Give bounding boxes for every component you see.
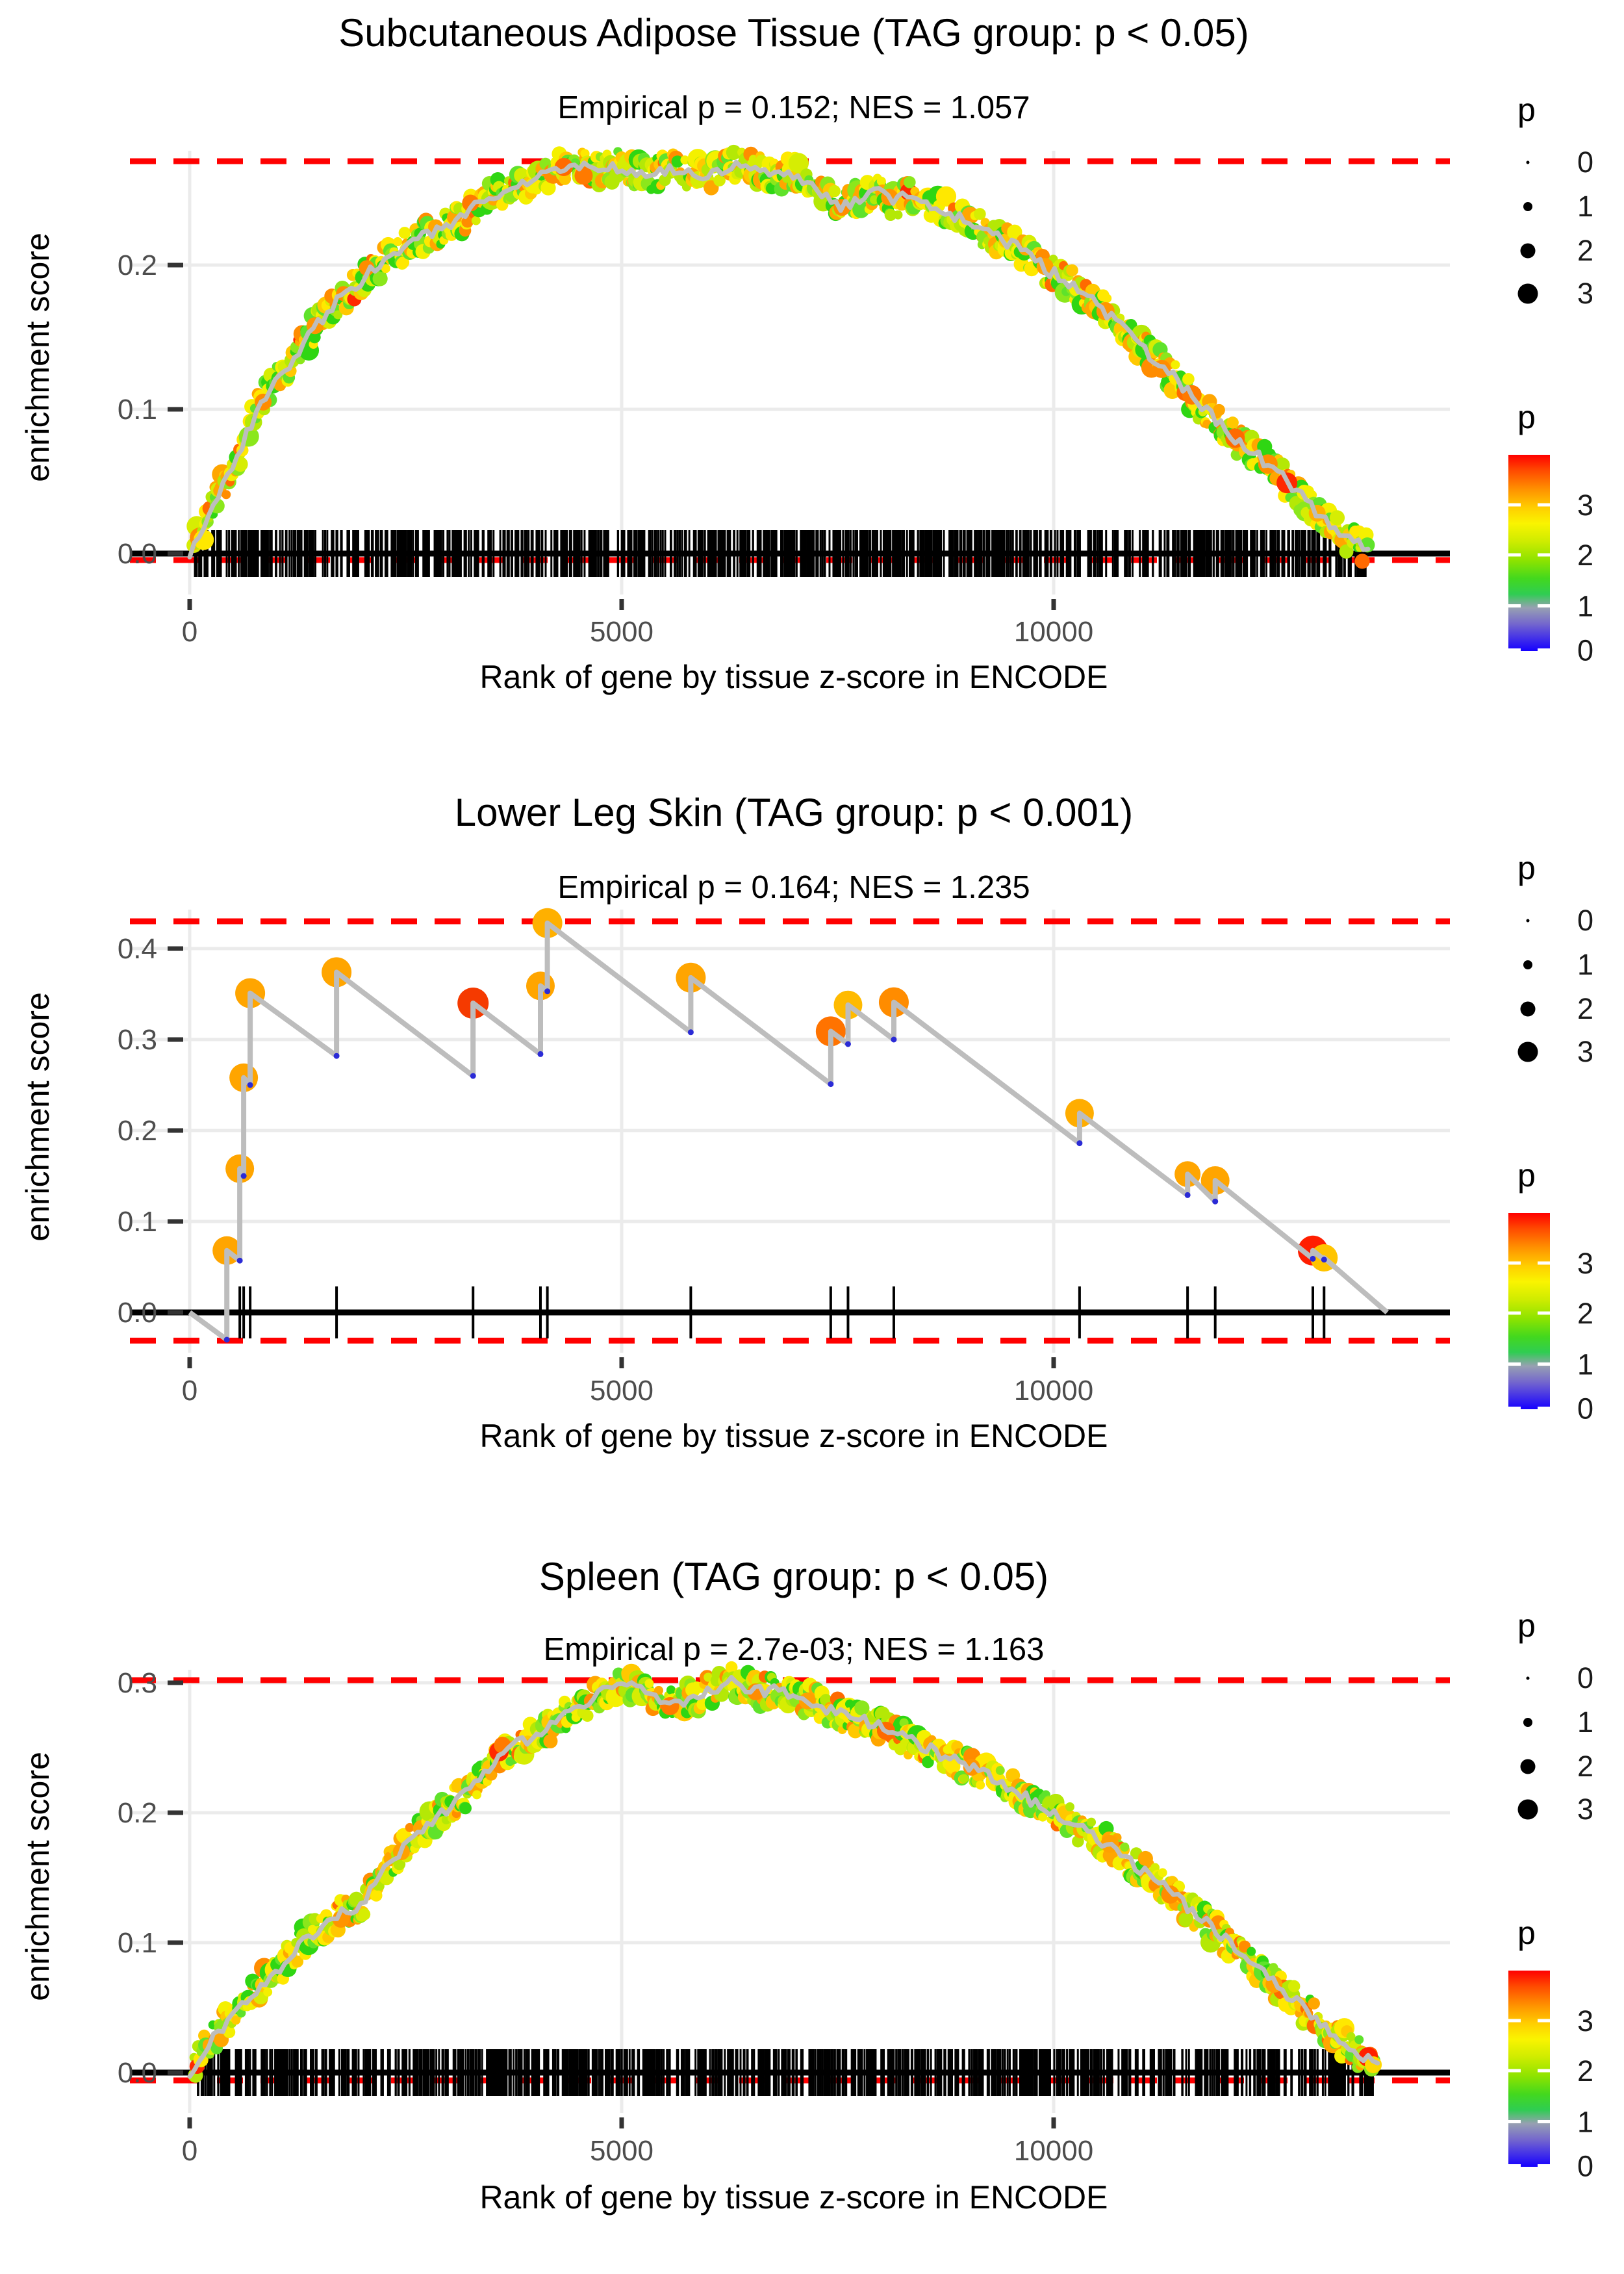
es-dot: [1171, 360, 1180, 369]
x-tick-label: 5000: [590, 1375, 653, 1407]
es-dot: [222, 490, 231, 499]
size-legend-label: 2: [1577, 992, 1594, 1025]
es-dot: [877, 177, 886, 186]
y-axis-title: enrichment score: [19, 233, 56, 482]
es-dot: [1158, 1868, 1167, 1877]
y-axis-title: enrichment score: [19, 1752, 56, 2001]
es-dot: [1330, 510, 1345, 525]
es-dot: [1354, 2035, 1364, 2044]
x-tick-label: 10000: [1013, 616, 1094, 648]
color-legend-bar: [1508, 455, 1550, 651]
es-dot: [1182, 373, 1195, 385]
x-tick-label: 5000: [590, 2135, 653, 2167]
size-legend-title: p: [1517, 1607, 1536, 1644]
es-dot: [1102, 294, 1111, 303]
minima-dot: [334, 1053, 340, 1059]
x-tick-label: 5000: [590, 616, 653, 648]
size-legend-dot: [1518, 1800, 1538, 1820]
size-legend-label: 3: [1577, 277, 1594, 310]
y-tick-label: 0.3: [117, 1024, 157, 1056]
es-dot: [472, 216, 481, 225]
minima-dot: [544, 988, 550, 994]
size-legend-label: 0: [1577, 146, 1594, 179]
minima-dot: [1310, 1256, 1316, 1262]
es-dot: [393, 237, 402, 246]
size-legend-dot: [1527, 1677, 1530, 1680]
es-dot: [976, 1780, 985, 1789]
x-tick-label: 0: [181, 2135, 198, 2167]
size-legend-dot: [1521, 1002, 1536, 1017]
minima-dot: [828, 1081, 833, 1087]
minima-dot: [845, 1041, 851, 1047]
colorbar-label: 1: [1577, 2105, 1594, 2139]
color-legend-title: p: [1517, 399, 1536, 435]
size-legend-dot: [1518, 1042, 1538, 1062]
color-legend: [1508, 455, 1593, 667]
minima-dot: [1185, 1192, 1191, 1198]
color-legend-bar: [1508, 1213, 1550, 1409]
size-legend-label: 0: [1577, 904, 1594, 937]
x-axis-title: Rank of gene by tissue z-score in ENCODE: [479, 659, 1108, 695]
size-legend-label: 3: [1577, 1035, 1594, 1068]
y-tick-label: 0.1: [117, 1927, 157, 1959]
es-dot: [644, 1679, 653, 1688]
es-dot: [1066, 264, 1078, 277]
es-dot: [666, 1685, 676, 1694]
minima-dot: [1212, 1199, 1218, 1205]
x-tick-label: 0: [181, 1375, 198, 1407]
y-tick-label: 0.3: [117, 1667, 157, 1699]
y-tick-label: 0.0: [117, 2057, 157, 2089]
es-dot: [828, 185, 841, 198]
colorbar-label: 0: [1577, 2149, 1594, 2183]
colorbar-label: 2: [1577, 1297, 1594, 1331]
size-legend-dot: [1527, 161, 1530, 164]
minima-dot: [237, 1258, 243, 1264]
es-dot: [996, 1766, 1005, 1775]
colorbar-label: 2: [1577, 539, 1594, 572]
es-point-cloud: [186, 145, 1375, 569]
gene-rug: [198, 2049, 1373, 2096]
size-legend-dot: [1523, 1718, 1532, 1727]
y-tick-label: 0.2: [117, 1797, 157, 1829]
size-legend-dot: [1521, 244, 1536, 259]
size-legend-dot: [1527, 919, 1530, 923]
minima-dot: [470, 1073, 476, 1079]
minima-dot: [1321, 1257, 1327, 1262]
plot-subtitle: Empirical p = 0.152; NES = 1.057: [557, 90, 1030, 125]
colorbar-label: 3: [1577, 2004, 1594, 2038]
x-tick-label: 0: [181, 616, 198, 648]
size-legend: [1518, 1661, 1594, 1826]
es-dot: [1247, 1947, 1256, 1956]
running-score-line: [190, 162, 1368, 557]
es-dot: [370, 1889, 383, 1902]
minima-dot: [1076, 1140, 1082, 1146]
y-axis-title: enrichment score: [19, 992, 56, 1242]
es-dot: [904, 176, 916, 188]
size-legend-label: 1: [1577, 1706, 1594, 1739]
es-dot: [1087, 1818, 1096, 1827]
minima-dot: [537, 1051, 543, 1057]
size-legend-dot: [1518, 284, 1538, 304]
es-dot: [893, 211, 902, 220]
minima-dot: [247, 1082, 253, 1088]
es-dot: [1308, 1997, 1320, 2010]
page-title: Subcutaneous Adipose Tissue (TAG group: p < 0.05): [338, 11, 1249, 55]
x-axis-title: Rank of gene by tissue z-score in ENCODE: [479, 1418, 1108, 1454]
es-dot: [581, 1710, 594, 1722]
color-legend: [1508, 1213, 1593, 1425]
size-legend-dot: [1521, 1759, 1536, 1774]
colorbar-label: 1: [1577, 589, 1594, 623]
size-legend-title: p: [1517, 92, 1536, 128]
panel-spleen: [118, 1661, 1593, 2183]
es-dot: [459, 1802, 472, 1815]
y-tick-label: 0.4: [117, 933, 157, 965]
colorbar-label: 0: [1577, 1392, 1594, 1425]
es-dot: [1359, 559, 1368, 568]
color-legend-title: p: [1517, 1915, 1536, 1951]
es-dot: [854, 1700, 869, 1715]
es-dot: [359, 1908, 371, 1921]
es-dot: [1065, 1802, 1074, 1811]
x-tick-label: 10000: [1013, 2135, 1094, 2167]
panel-lower-leg-skin: [118, 904, 1593, 1425]
minima-dot: [224, 1337, 230, 1343]
size-legend-label: 1: [1577, 190, 1594, 223]
y-tick-label: 0.2: [117, 1115, 157, 1147]
size-legend: [1518, 146, 1594, 310]
es-dot: [1226, 416, 1239, 429]
colorbar-label: 2: [1577, 2054, 1594, 2088]
es-dot: [472, 1790, 481, 1799]
y-tick-label: 0.2: [117, 249, 157, 281]
minima-dot: [241, 1173, 247, 1179]
color-legend: [1508, 1971, 1593, 2182]
page-title: Lower Leg Skin (TAG group: p < 0.001): [454, 791, 1134, 834]
colorbar-label: 3: [1577, 489, 1594, 522]
es-dot: [1120, 1843, 1129, 1852]
y-tick-label: 0.0: [117, 1297, 157, 1329]
es-point-cloud: [188, 1661, 1382, 2083]
x-axis-title: Rank of gene by tissue z-score in ENCODE: [479, 2179, 1108, 2216]
minima-dot: [688, 1029, 694, 1035]
panel-subcutaneous-adipose-tissue: [118, 145, 1593, 667]
size-legend-label: 0: [1577, 1661, 1594, 1694]
gene-hit-points: [212, 908, 1338, 1271]
colorbar-label: 0: [1577, 633, 1594, 667]
size-legend-label: 3: [1577, 1793, 1594, 1826]
size-legend-label: 1: [1577, 948, 1594, 981]
plot-subtitle: Empirical p = 2.7e-03; NES = 1.163: [543, 1632, 1045, 1667]
page-title: Spleen (TAG group: p < 0.05): [539, 1555, 1049, 1598]
size-legend-dot: [1523, 960, 1532, 969]
size-legend-label: 2: [1577, 234, 1594, 267]
y-tick-label: 0.0: [117, 538, 157, 570]
y-tick-label: 0.1: [117, 1206, 157, 1238]
color-legend-title: p: [1517, 1157, 1536, 1194]
colorbar-label: 3: [1577, 1247, 1594, 1281]
size-legend-dot: [1523, 202, 1532, 211]
color-legend-bar: [1508, 1971, 1550, 2167]
es-dot: [399, 227, 411, 239]
minima-dot: [891, 1037, 896, 1043]
plot-subtitle: Empirical p = 0.164; NES = 1.235: [557, 870, 1030, 905]
size-legend: [1518, 904, 1594, 1068]
es-dot: [1288, 1980, 1300, 1993]
es-dot: [959, 1774, 969, 1783]
x-tick-label: 10000: [1013, 1375, 1094, 1407]
size-legend-label: 2: [1577, 1750, 1594, 1783]
y-tick-label: 0.1: [117, 394, 157, 426]
es-dot: [263, 1987, 272, 1997]
colorbar-label: 1: [1577, 1348, 1594, 1381]
size-legend-title: p: [1517, 850, 1536, 886]
